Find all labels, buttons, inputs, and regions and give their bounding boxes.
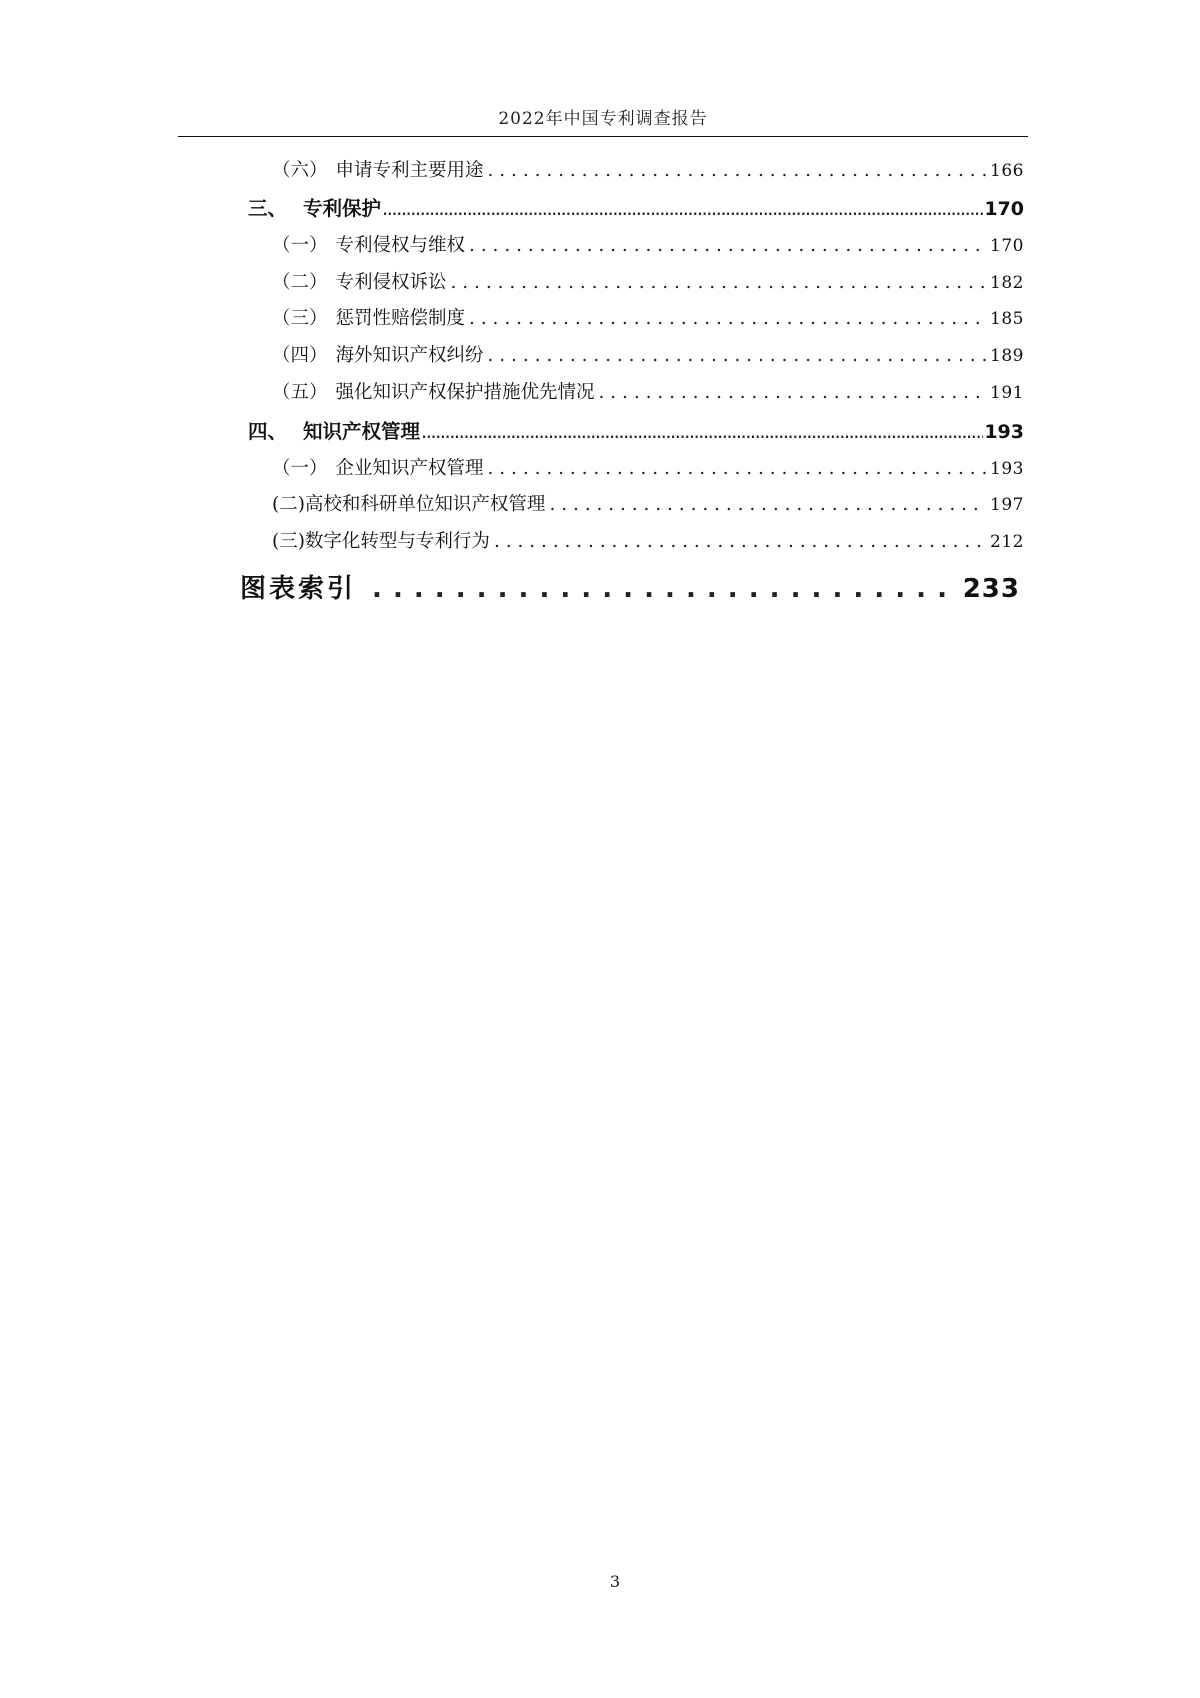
toc-entry-4-3[interactable] [272, 527, 1024, 553]
toc-entry-3-5[interactable] [272, 378, 1024, 404]
dot-leader [488, 345, 987, 366]
dot-leader [488, 160, 987, 181]
toc-entry-title: 知识产权管理 [303, 420, 421, 443]
toc-entry-number: （二） [272, 272, 328, 293]
toc-entry-title: (三)数字化转型与专利行为 [272, 531, 490, 552]
toc-entry-number: （五） [272, 382, 328, 403]
toc-entry-number: 三、 [248, 197, 288, 220]
toc-entry-title: 海外知识产权纠纷 [335, 345, 484, 366]
toc-entry-page: 193 [984, 421, 1024, 443]
toc-entry-title: 专利侵权诉讼 [335, 272, 447, 293]
dot-leader [549, 494, 986, 515]
toc-entry-page: 166 [990, 161, 1024, 181]
toc-entry-title: 专利保护 [303, 197, 382, 220]
dot-leader [382, 197, 983, 220]
dot-leader [599, 382, 987, 403]
toc-entry-3-1[interactable] [272, 231, 1024, 257]
toc-entry-page: 170 [990, 236, 1024, 256]
toc-entry-title: 强化知识产权保护措施优先情况 [335, 382, 595, 403]
dot-leader [421, 420, 983, 443]
toc-entry-3-4[interactable] [272, 341, 1024, 367]
toc-entry-page: 197 [990, 495, 1024, 515]
toc-entry-page: 233 [962, 574, 1020, 604]
toc-entry-number: （四） [272, 345, 328, 366]
dot-leader [494, 531, 986, 552]
toc-entry-page: 170 [984, 198, 1024, 220]
toc-entry-number: （六） [272, 160, 328, 181]
toc-entry-page: 193 [990, 459, 1024, 479]
toc-entry-number: 四、 [248, 420, 288, 443]
toc-entry-number: （一） [272, 235, 328, 256]
dot-leader [469, 235, 986, 256]
page-number: 3 [609, 1572, 621, 1591]
toc-entry-3-3[interactable] [272, 304, 1024, 330]
toc-figure-index[interactable] [240, 568, 1020, 604]
toc-entry-number: （三） [272, 308, 328, 329]
toc-entry-title: 图表索引 [240, 574, 357, 604]
toc-entry-4-2[interactable] [272, 490, 1024, 516]
toc-chapter-4[interactable] [248, 416, 1024, 444]
toc-entry-4-1[interactable] [272, 454, 1024, 480]
toc-entry-1-6[interactable] [272, 156, 1024, 182]
toc-entry-title: 专利侵权与维权 [335, 235, 466, 256]
toc-entry-page: 182 [990, 273, 1024, 293]
dot-leader [451, 272, 987, 293]
toc-entry-3-2[interactable] [272, 268, 1024, 294]
toc-entry-title: 申请专利主要用途 [335, 160, 484, 181]
toc-chapter-3[interactable] [248, 193, 1024, 221]
dot-leader [469, 308, 986, 329]
dot-leader [488, 458, 987, 479]
page-header: 2022年中国专利调查报告 [498, 109, 708, 129]
dot-leader [372, 574, 953, 604]
toc-entry-page: 185 [990, 309, 1024, 329]
toc-entry-number: （一） [272, 458, 328, 479]
toc-entry-page: 189 [990, 346, 1024, 366]
toc-entry-title: (二)高校和科研单位知识产权管理 [272, 494, 546, 515]
toc-entry-page: 191 [990, 383, 1024, 403]
toc-entry-title: 惩罚性赔偿制度 [335, 308, 466, 329]
toc-entry-page: 212 [990, 532, 1024, 552]
toc-entry-title: 企业知识产权管理 [335, 458, 484, 479]
